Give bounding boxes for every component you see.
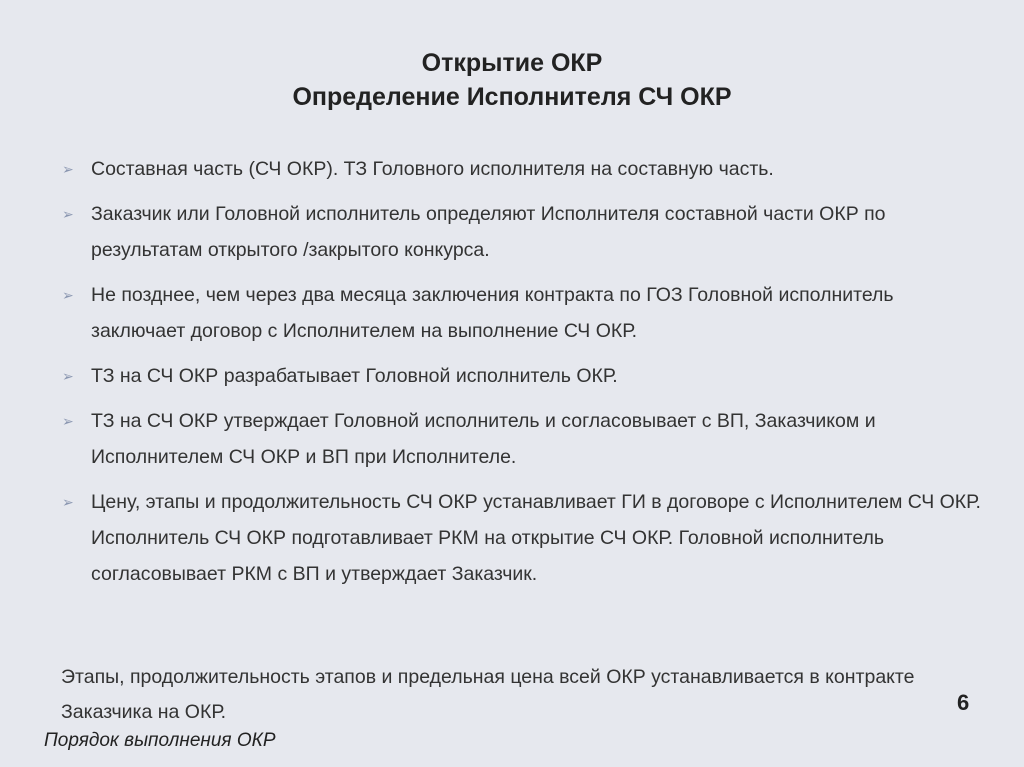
list-item [62,403,992,475]
title-line-1: Открытие ОКР [421,49,603,77]
bullet-text: Цену, этапы и продолжительность СЧ ОКР устанавливает ГИ в договоре с Исполнителем СЧ ОКР. Исполнитель СЧ ОКР подготавливает РКМ на открытие СЧ ОКР. Головной исполнитель согласовывает РКМ с ВП и утверждает Заказчик. [91,491,981,585]
bullet-text: ТЗ на СЧ ОКР утверждает Головной исполнитель и согласовывает с ВП, Заказчиком и Исполнителем СЧ ОКР и ВП при Исполнителе. [91,410,876,468]
bullet-text: ТЗ на СЧ ОКР разрабатывает Головной исполнитель ОКР. [91,365,618,387]
bullet-text: Не позднее, чем через два месяца заключения контракта по ГОЗ Головной исполнитель заключает договор с Исполнителем на выполнение СЧ ОКР. [91,284,894,342]
arrow-bullet-icon: ➢ [62,368,74,384]
list-item [62,277,992,349]
page-number: 6 [957,690,970,715]
title-line-2: Определение Исполнителя СЧ ОКР [292,83,732,111]
bullet-text: Заказчик или Головной исполнитель определяют Исполнителя составной части ОКР по результатам открытого /закрытого конкурса. [91,203,886,261]
list-item [62,358,992,394]
list-item [62,484,992,592]
arrow-bullet-icon: ➢ [62,413,74,429]
slide-title [0,46,1024,114]
list-item [62,151,992,187]
arrow-bullet-icon: ➢ [62,494,74,510]
list-item [62,196,992,268]
closing-paragraph: Этапы, продолжительность этапов и предельная цена всей ОКР устанавливается в контракте Заказчика на ОКР. [61,666,915,723]
footer-caption: Порядок выполнения ОКР [44,730,276,751]
bullet-text: Составная часть (СЧ ОКР). ТЗ Головного исполнителя на составную часть. [91,158,774,180]
bullet-list [62,151,992,601]
arrow-bullet-icon: ➢ [62,287,74,303]
arrow-bullet-icon: ➢ [62,161,74,177]
arrow-bullet-icon: ➢ [62,206,74,222]
